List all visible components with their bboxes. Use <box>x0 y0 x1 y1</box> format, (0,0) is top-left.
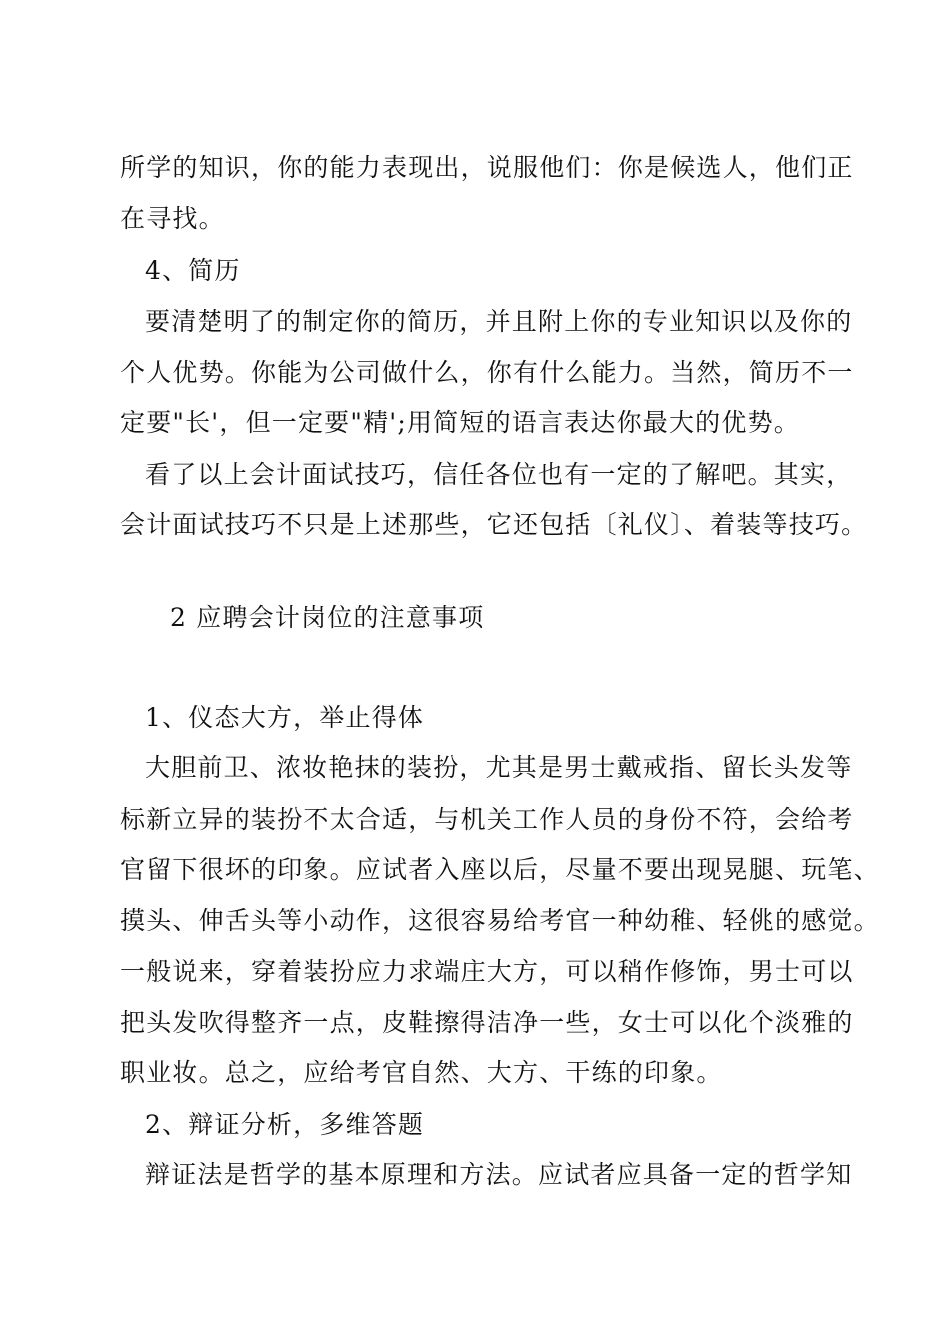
paragraph-line: 一般说来，穿着装扮应力求端庄大方，可以稍作修饰，男士可以 <box>120 957 854 986</box>
section-heading: 4、简历 <box>145 256 241 285</box>
paragraph-line: 个人优势。你能为公司做什么，你有什么能力。当然，简历不一 <box>120 358 854 387</box>
section-heading: 2、辩证分析，多维答题 <box>145 1110 425 1139</box>
chapter-title: 2 应聘会计岗位的注意事项 <box>170 603 485 632</box>
paragraph-line: 大胆前卫、浓妆艳抹的装扮，尤其是男士戴戒指、留长头发等 <box>145 753 853 782</box>
paragraph-line: 定要"长'，但一定要"精';用简短的语言表达你最大的优势。 <box>120 408 800 437</box>
paragraph-line: 官留下很坏的印象。应试者入座以后，尽量不要出现晃腿、玩笔、 <box>120 855 880 884</box>
section-heading: 1、仪态大方，举止得体 <box>145 703 425 732</box>
paragraph-line: 看了以上会计面试技巧，信任各位也有一定的了解吧。其实， <box>145 460 853 489</box>
paragraph-line: 摸头、伸舌头等小动作，这很容易给考官一种幼稚、轻佻的感觉。 <box>120 906 880 935</box>
paragraph-line: 所学的知识，你的能力表现出，说服他们：你是候选人，他们正 <box>120 153 854 182</box>
paragraph-line: 标新立异的装扮不太合适，与机关工作人员的身份不符，会给考 <box>120 805 854 834</box>
paragraph-line: 要清楚明了的制定你的简历，并且附上你的专业知识以及你的 <box>145 307 853 336</box>
paragraph-line: 辩证法是哲学的基本原理和方法。应试者应具备一定的哲学知 <box>145 1160 853 1189</box>
paragraph-line: 在寻找。 <box>120 204 225 233</box>
paragraph-line: 会计面试技巧不只是上述那些，它还包括〔礼仪〕、着装等技巧。 <box>120 510 868 539</box>
paragraph-line: 职业妆。总之，应给考官自然、大方、干练的印象。 <box>120 1058 723 1087</box>
paragraph-line: 把头发吹得整齐一点，皮鞋擦得洁净一些，女士可以化个淡雅的 <box>120 1008 854 1037</box>
